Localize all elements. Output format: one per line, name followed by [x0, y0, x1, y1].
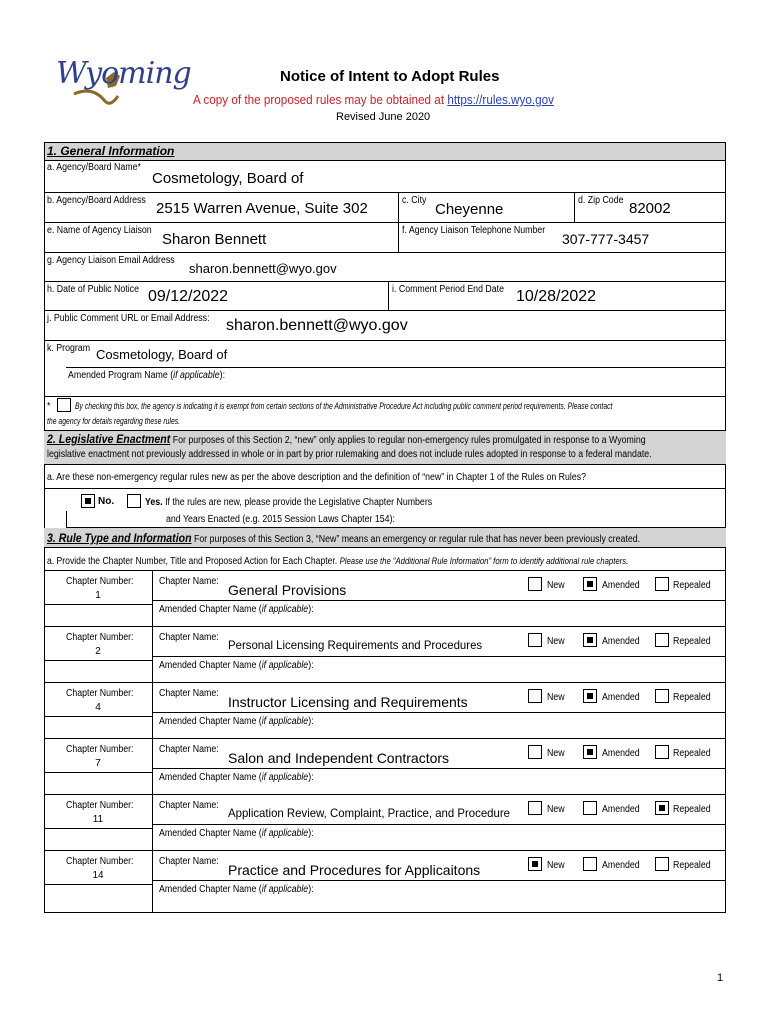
chapter-amended-checkbox[interactable]: [583, 857, 597, 871]
chapter-number-field[interactable]: 14: [92, 870, 104, 881]
section1-title: 1. General Information: [47, 144, 175, 158]
wyoming-logo: [54, 50, 191, 112]
chapter-new-checkbox[interactable]: [528, 857, 542, 871]
rules-link[interactable]: https://rules.wyo.gov: [447, 92, 554, 107]
section3-header-text: [47, 531, 640, 545]
chapter-repealed-label: Repealed: [673, 692, 711, 703]
amended-chapter-label: Amended Chapter Name (if applicable):: [159, 772, 314, 783]
new-rules-no-label: No.: [98, 496, 115, 507]
chapter-number-label: Chapter Number:: [66, 688, 134, 699]
chapter-name-label: Chapter Name:: [159, 744, 219, 755]
city-field[interactable]: Cheyenne: [435, 201, 504, 218]
chapter-new-checkbox[interactable]: [528, 689, 542, 703]
chapter-new-label: New: [547, 860, 565, 871]
chapter-name-field[interactable]: Personal Licensing Requirements and Procedures: [228, 638, 483, 652]
chapter-repealed-checkbox[interactable]: [655, 577, 669, 591]
chapter-number-field[interactable]: 2: [95, 646, 101, 657]
chapter-number-label: Chapter Number:: [66, 800, 134, 811]
logo-text: Wyoming: [56, 56, 191, 91]
liaison-email-label: g. Agency Liaison Email Address: [47, 255, 175, 266]
comment-url-label: j. Public Comment URL or Email Address:: [47, 313, 210, 324]
chapter-repealed-label: Repealed: [673, 804, 711, 815]
zip-label: d. Zip Code: [578, 195, 624, 206]
amended-chapter-field[interactable]: [330, 658, 720, 676]
amended-chapter-field[interactable]: [330, 882, 720, 900]
page-number: 1: [717, 972, 724, 984]
section3-title: 3. Rule Type and Information: [47, 531, 192, 545]
exemption-star: *: [47, 401, 51, 412]
chapter-number-label: Chapter Number:: [66, 856, 134, 867]
amended-chapter-field[interactable]: [330, 826, 720, 844]
chapter-repealed-checkbox[interactable]: [655, 857, 669, 871]
liaison-name-field[interactable]: Sharon Bennett: [162, 231, 267, 248]
chapter-number-label: Chapter Number:: [66, 744, 134, 755]
liaison-phone-label: f. Agency Liaison Telephone Number: [402, 225, 546, 236]
amended-chapter-label: Amended Chapter Name (if applicable):: [159, 884, 314, 895]
chapter-repealed-label: Repealed: [673, 636, 711, 647]
section2-title: 2. Legislative Enactment: [47, 432, 171, 446]
chapter-amended-checkbox[interactable]: [583, 801, 597, 815]
chapter-number-field[interactable]: 7: [95, 758, 101, 769]
chapter-new-checkbox[interactable]: [528, 745, 542, 759]
chapter-new-checkbox[interactable]: [528, 577, 542, 591]
chapter-repealed-checkbox[interactable]: [655, 801, 669, 815]
liaison-email-field[interactable]: sharon.bennett@wyo.gov: [189, 261, 337, 276]
liaison-name-label: e. Name of Agency Liaison: [47, 225, 152, 236]
new-rules-yes-desc1: If the rules are new, please provide the Legislative Chapter Numbers: [165, 497, 433, 508]
chapter-new-label: New: [547, 748, 565, 759]
chapter-amended-label: Amended: [602, 860, 640, 871]
chapter-repealed-checkbox[interactable]: [655, 633, 669, 647]
agency-name-field[interactable]: Cosmetology, Board of: [152, 170, 304, 187]
chapter-new-label: New: [547, 692, 565, 703]
amended-chapter-field[interactable]: [330, 602, 720, 620]
chapter-number-label: Chapter Number:: [66, 576, 134, 587]
section2-question: a. Are these non-emergency regular rules new as per the above description and the definition of “new” in Chapter 1 of the Rules on Rules?: [47, 472, 587, 483]
comment-end-date-field[interactable]: 10/28/2022: [516, 288, 597, 305]
program-field[interactable]: Cosmetology, Board of: [96, 347, 228, 362]
agency-name-label: a. Agency/Board Name*: [47, 162, 141, 173]
amended-chapter-label: Amended Chapter Name (if applicable):: [159, 716, 314, 727]
amended-program-label: Amended Program Name (if applicable):: [68, 370, 226, 381]
chapter-number-field[interactable]: 11: [92, 814, 104, 825]
chapter-number-label: Chapter Number:: [66, 632, 134, 643]
chapter-name-field[interactable]: Practice and Procedures for Applicaitons: [228, 862, 481, 878]
chapter-number-field[interactable]: 1: [95, 590, 101, 601]
amended-chapter-field[interactable]: [330, 714, 720, 732]
chapter-name-field[interactable]: Salon and Independent Contractors: [228, 750, 450, 766]
chapter-amended-checkbox[interactable]: [583, 745, 597, 759]
chapter-name-label: Chapter Name:: [159, 688, 219, 699]
chapter-number-field[interactable]: 4: [95, 702, 101, 713]
exemption-note-line1: By checking this box, the agency is indicating it is exempt from certain sections of the Administrative Procedure Act including public comment period requirements. Please contact: [75, 401, 613, 411]
public-notice-date-label: h. Date of Public Notice: [47, 284, 139, 295]
chapter-amended-checkbox[interactable]: [583, 633, 597, 647]
chapter-amended-label: Amended: [602, 580, 640, 591]
comment-url-field[interactable]: sharon.bennett@wyo.gov: [226, 317, 408, 334]
amended-chapter-field[interactable]: [330, 770, 720, 788]
chapter-name-label: Chapter Name:: [159, 800, 219, 811]
agency-address-field[interactable]: 2515 Warren Avenue, Suite 302: [156, 200, 368, 217]
new-rules-yes-checkbox[interactable]: [127, 494, 141, 508]
chapter-repealed-checkbox[interactable]: [655, 745, 669, 759]
chapter-name-field[interactable]: General Provisions: [228, 582, 347, 598]
new-rules-yes-text: [145, 497, 432, 508]
chapter-name-label: Chapter Name:: [159, 856, 219, 867]
chapter-name-field[interactable]: Instructor Licensing and Requirements: [228, 694, 468, 710]
agency-address-label: b. Agency/Board Address: [47, 195, 146, 206]
public-notice-date-field[interactable]: 09/12/2022: [148, 288, 229, 305]
page-subtitle: [193, 92, 554, 107]
amended-chapter-label: Amended Chapter Name (if applicable):: [159, 604, 314, 615]
section3-instructions: [47, 556, 628, 567]
liaison-phone-field[interactable]: 307-777-3457: [562, 231, 650, 247]
amended-chapter-label: Amended Chapter Name (if applicable):: [159, 828, 314, 839]
chapter-new-label: New: [547, 580, 565, 591]
chapter-amended-checkbox[interactable]: [583, 689, 597, 703]
chapter-repealed-checkbox[interactable]: [655, 689, 669, 703]
program-label: k. Program: [47, 343, 91, 354]
section3-instr-b: Please use the “Additional Rule Information” form to identify additional rule chapters.: [339, 556, 629, 566]
chapter-name-field[interactable]: Application Review, Complaint, Practice, and Procedure: [228, 806, 510, 820]
chapter-repealed-label: Repealed: [673, 860, 711, 871]
section3-instr-a: a. Provide the Chapter Number, Title and Proposed Action for Each Chapter.: [47, 556, 338, 567]
exemption-note-line2: the agency for details regarding these rules.: [47, 416, 181, 426]
chapter-new-checkbox[interactable]: [528, 633, 542, 647]
section2-desc-line2: legislative enactment not previously addressed in whole or in part by prior rulemaking and does not include rules adopted in response to a federal mandate.: [47, 449, 652, 460]
city-label: c. City: [402, 195, 427, 206]
chapter-new-label: New: [547, 804, 565, 815]
revised-date: Revised June 2020: [336, 111, 431, 123]
section2-desc-line1: For purposes of this Section 2, “new” only applies to regular non-emergency rules promulgated in response to a Wyoming: [172, 435, 646, 446]
subtitle-text: A copy of the proposed rules may be obtained at: [193, 92, 448, 107]
section2-header-text: [47, 432, 646, 446]
amended-chapter-label: Amended Chapter Name (if applicable):: [159, 660, 314, 671]
chapter-amended-checkbox[interactable]: [583, 577, 597, 591]
chapter-new-label: New: [547, 636, 565, 647]
chapter-repealed-label: Repealed: [673, 748, 711, 759]
chapter-amended-label: Amended: [602, 804, 640, 815]
new-rules-yes-label: Yes.: [145, 497, 163, 508]
comment-end-date-label: i. Comment Period End Date: [392, 284, 505, 295]
new-rules-yes-desc2: and Years Enacted (e.g. 2015 Session Laws Chapter 154):: [166, 514, 395, 525]
page-title: Notice of Intent to Adopt Rules: [280, 68, 500, 85]
chapter-amended-label: Amended: [602, 692, 640, 703]
chapter-name-label: Chapter Name:: [159, 576, 219, 587]
zip-field[interactable]: 82002: [629, 200, 671, 217]
chapter-amended-label: Amended: [602, 748, 640, 759]
chapter-name-label: Chapter Name:: [159, 632, 219, 643]
chapter-repealed-label: Repealed: [673, 580, 711, 591]
section3-desc: For purposes of this Section 3, “New” means an emergency or regular rule that has never been previously created.: [193, 534, 641, 545]
exemption-checkbox[interactable]: [57, 398, 71, 412]
new-rules-no-checkbox[interactable]: [81, 494, 95, 508]
chapter-new-checkbox[interactable]: [528, 801, 542, 815]
chapter-amended-label: Amended: [602, 636, 640, 647]
